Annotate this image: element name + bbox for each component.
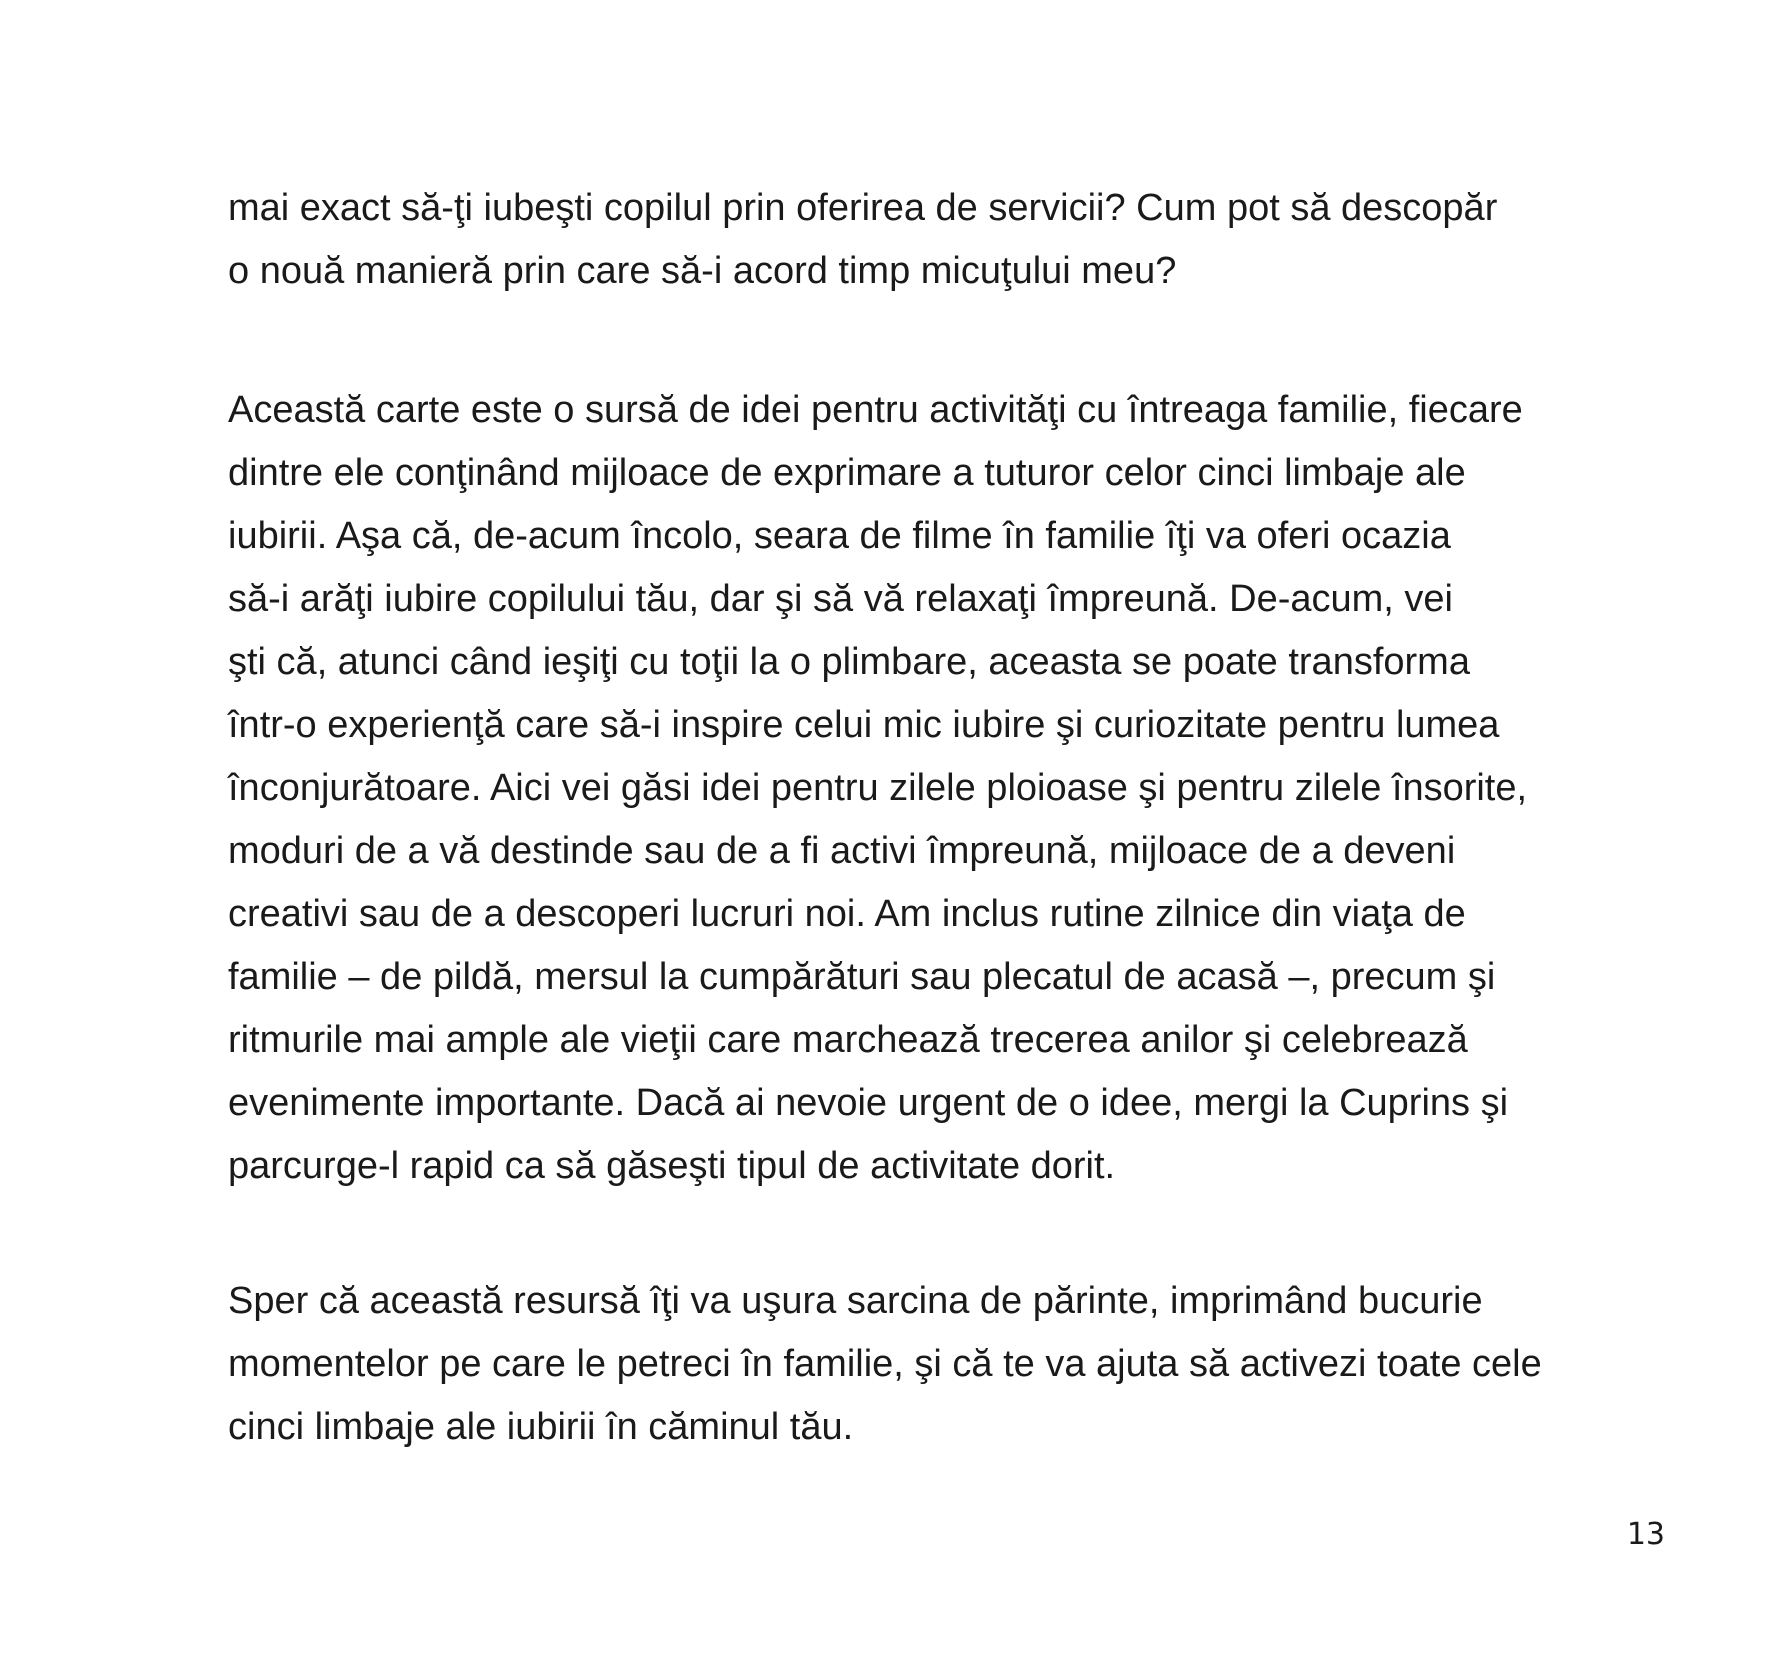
text-line: mai exact să-ţi iubeşti copilul prin oferirea de servicii? Cum pot să descopăr — [228, 187, 1498, 229]
text-line: creativi sau de a descoperi lucruri noi. Am inclus rutine zilnice din viaţa de — [228, 893, 1466, 935]
paragraph-2 — [228, 379, 1608, 1198]
paragraph-spacer — [228, 1198, 1608, 1270]
text-line: dintre ele conţinând mijloace de exprimare a tuturor celor cinci limbaje ale — [228, 452, 1466, 494]
text-line: cinci limbaje ale iubirii în căminul tău. — [228, 1406, 854, 1448]
body-text — [228, 177, 1608, 1459]
text-line: moduri de a vă destinde sau de a fi activi împreună, mijloace de a deveni — [228, 830, 1456, 872]
text-line: momentelor pe care le petreci în familie, şi că te va ajuta să activezi toate cele — [228, 1343, 1542, 1385]
text-line: iubirii. Aşa că, de-acum încolo, seara de filme în familie îţi va oferi ocazia — [228, 515, 1451, 557]
paragraph-1 — [228, 177, 1608, 303]
paragraph-spacer — [228, 303, 1608, 379]
text-line: Sper că această resursă îţi va uşura sarcina de părinte, imprimând bucurie — [228, 1280, 1483, 1322]
text-line: o nouă manieră prin care să-i acord timp micuţului meu? — [228, 250, 1177, 292]
text-line: într-o experienţă care să-i inspire celui mic iubire şi curiozitate pentru lumea — [228, 704, 1500, 746]
text-line: Această carte este o sursă de idei pentru activităţi cu întreaga familie, fiecare — [228, 389, 1523, 431]
text-line: înconjurătoare. Aici vei găsi idei pentru zilele ploioase şi pentru zilele însorite, — [228, 767, 1528, 809]
text-line: ritmurile mai ample ale vieţii care marchează trecerea anilor şi celebrează — [228, 1019, 1468, 1061]
text-line: evenimente importante. Dacă ai nevoie urgent de o idee, mergi la Cuprins şi — [228, 1082, 1509, 1124]
text-line: şti că, atunci când ieşiţi cu toţii la o plimbare, aceasta se poate transforma — [228, 641, 1470, 683]
page-number: 13 — [1626, 1517, 1665, 1552]
paragraph-3 — [228, 1270, 1608, 1459]
text-line: familie – de pildă, mersul la cumpărături sau plecatul de acasă –, precum şi — [228, 956, 1496, 998]
text-line: parcurge-l rapid ca să găseşti tipul de activitate dorit. — [228, 1145, 1116, 1187]
text-line: să-i arăţi iubire copilului tău, dar şi să vă relaxaţi împreună. De-acum, vei — [228, 578, 1453, 620]
